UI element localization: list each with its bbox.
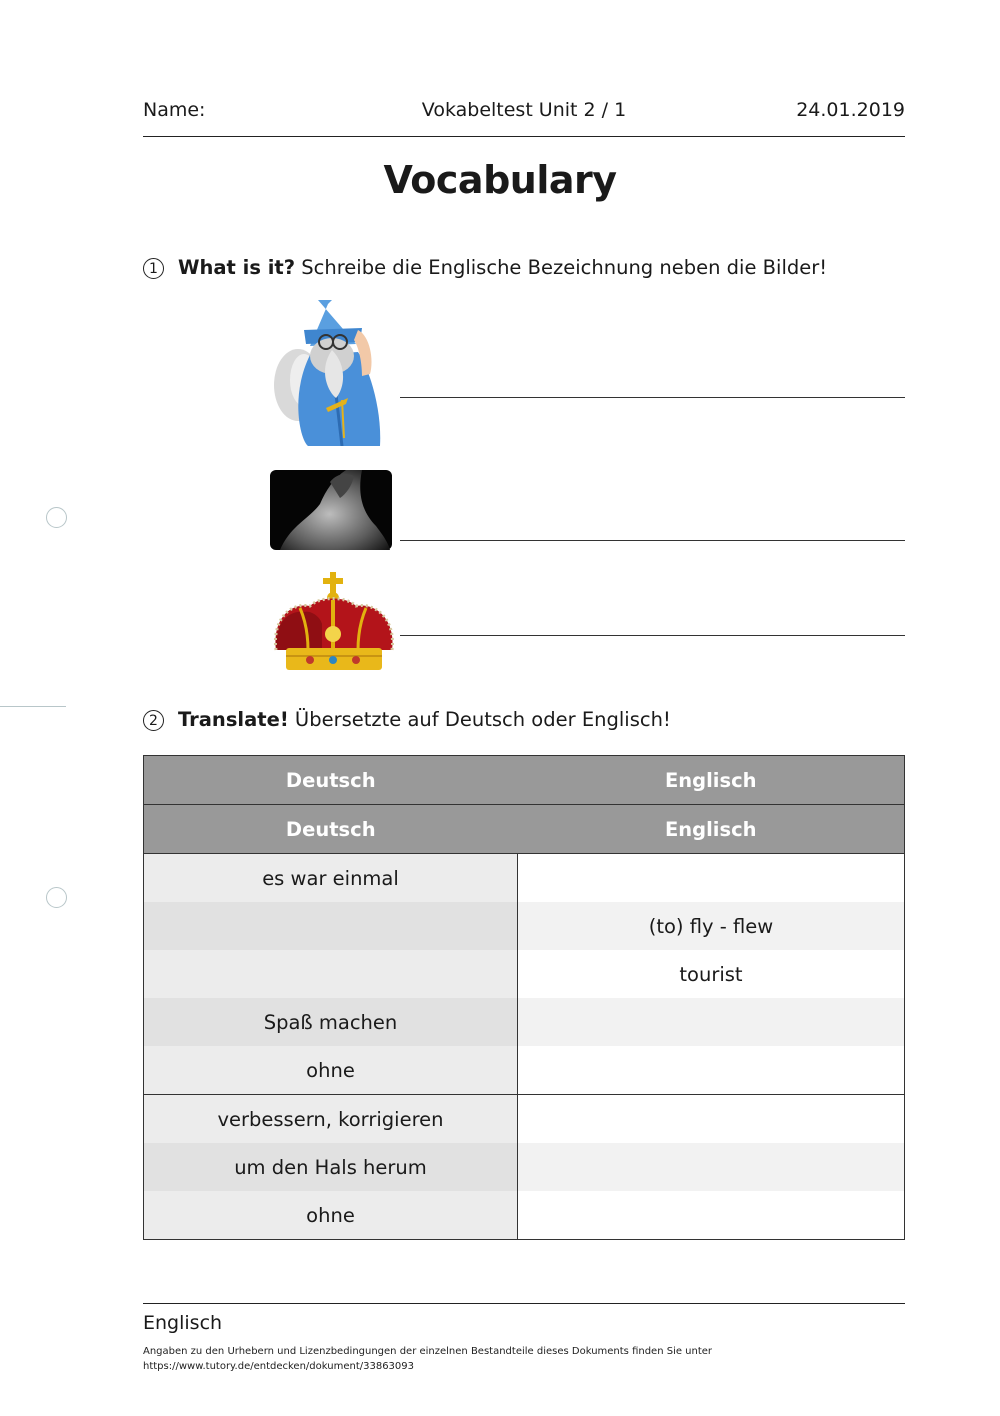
table-row — [144, 1191, 905, 1240]
task-2-instruction — [143, 708, 671, 731]
task-1-instruction — [143, 256, 827, 279]
column-header-englisch: Englisch — [518, 805, 905, 854]
column-header-deutsch: Deutsch — [144, 805, 518, 854]
cell-deutsch[interactable]: um den Hals herum — [144, 1143, 518, 1191]
table-row — [144, 1143, 905, 1191]
answer-line-3[interactable] — [400, 635, 905, 636]
task-2-text: Übersetzte auf Deutsch oder Englisch! — [294, 708, 671, 731]
task-1-text: Schreibe die Englische Bezeichnung neben die Bilder! — [301, 256, 828, 279]
footer-note-link[interactable]: https://www.tutory.de/entdecken/dokument/33863093 — [143, 1361, 415, 1372]
wizard-image — [270, 300, 395, 446]
fold-mark — [0, 706, 66, 707]
cell-deutsch[interactable]: es war einmal — [144, 854, 518, 903]
cell-deutsch[interactable]: ohne — [144, 1191, 518, 1240]
page-header — [143, 96, 905, 137]
cell-englisch[interactable] — [518, 1095, 905, 1144]
crown-image — [270, 570, 398, 676]
cell-englisch[interactable] — [518, 1191, 905, 1240]
task-2-bold: Translate! — [178, 708, 289, 731]
cell-deutsch[interactable]: verbessern, korrigieren — [144, 1095, 518, 1144]
table-header-row — [144, 805, 905, 854]
cell-englisch[interactable]: tourist — [518, 950, 905, 998]
document-date: 24.01.2019 — [796, 99, 905, 121]
cell-englisch[interactable] — [518, 1046, 905, 1095]
footer-subject: Englisch — [143, 1312, 223, 1334]
punch-hole-top — [46, 507, 67, 528]
table-row — [144, 902, 905, 950]
answer-line-2[interactable] — [400, 540, 905, 541]
table-row — [144, 854, 905, 903]
table-row — [144, 950, 905, 998]
cell-englisch[interactable] — [518, 1143, 905, 1191]
neck-image — [270, 470, 392, 550]
column-header-englisch: Englisch — [518, 756, 905, 805]
table-row — [144, 998, 905, 1046]
cell-deutsch[interactable]: Spaß machen — [144, 998, 518, 1046]
cell-deutsch[interactable]: ohne — [144, 1046, 518, 1095]
footer-license-note — [143, 1344, 843, 1374]
footer-note-text: Angaben zu den Urhebern und Lizenzbedingungen der einzelnen Bestandteile dieses Dokuments finden Sie unter — [143, 1346, 713, 1357]
cell-deutsch[interactable] — [144, 950, 518, 998]
punch-hole-bottom — [46, 887, 67, 908]
footer-divider — [143, 1303, 905, 1304]
task-1-bold: What is it? — [178, 256, 296, 279]
translation-table — [143, 755, 905, 1240]
column-header-deutsch: Deutsch — [144, 756, 518, 805]
table-row — [144, 1046, 905, 1095]
task-number-badge: 2 — [143, 710, 164, 731]
task-number-badge: 1 — [143, 258, 164, 279]
cell-englisch[interactable] — [518, 854, 905, 903]
cell-englisch[interactable]: (to) fly - flew — [518, 902, 905, 950]
answer-line-1[interactable] — [400, 397, 905, 398]
name-label: Name: — [143, 99, 206, 121]
document-title: Vokabeltest Unit 2 / 1 — [421, 99, 627, 121]
table-row — [144, 1095, 905, 1144]
cell-deutsch[interactable] — [144, 902, 518, 950]
page-title: Vocabulary — [383, 158, 617, 202]
table-header-row — [144, 756, 905, 805]
cell-englisch[interactable] — [518, 998, 905, 1046]
